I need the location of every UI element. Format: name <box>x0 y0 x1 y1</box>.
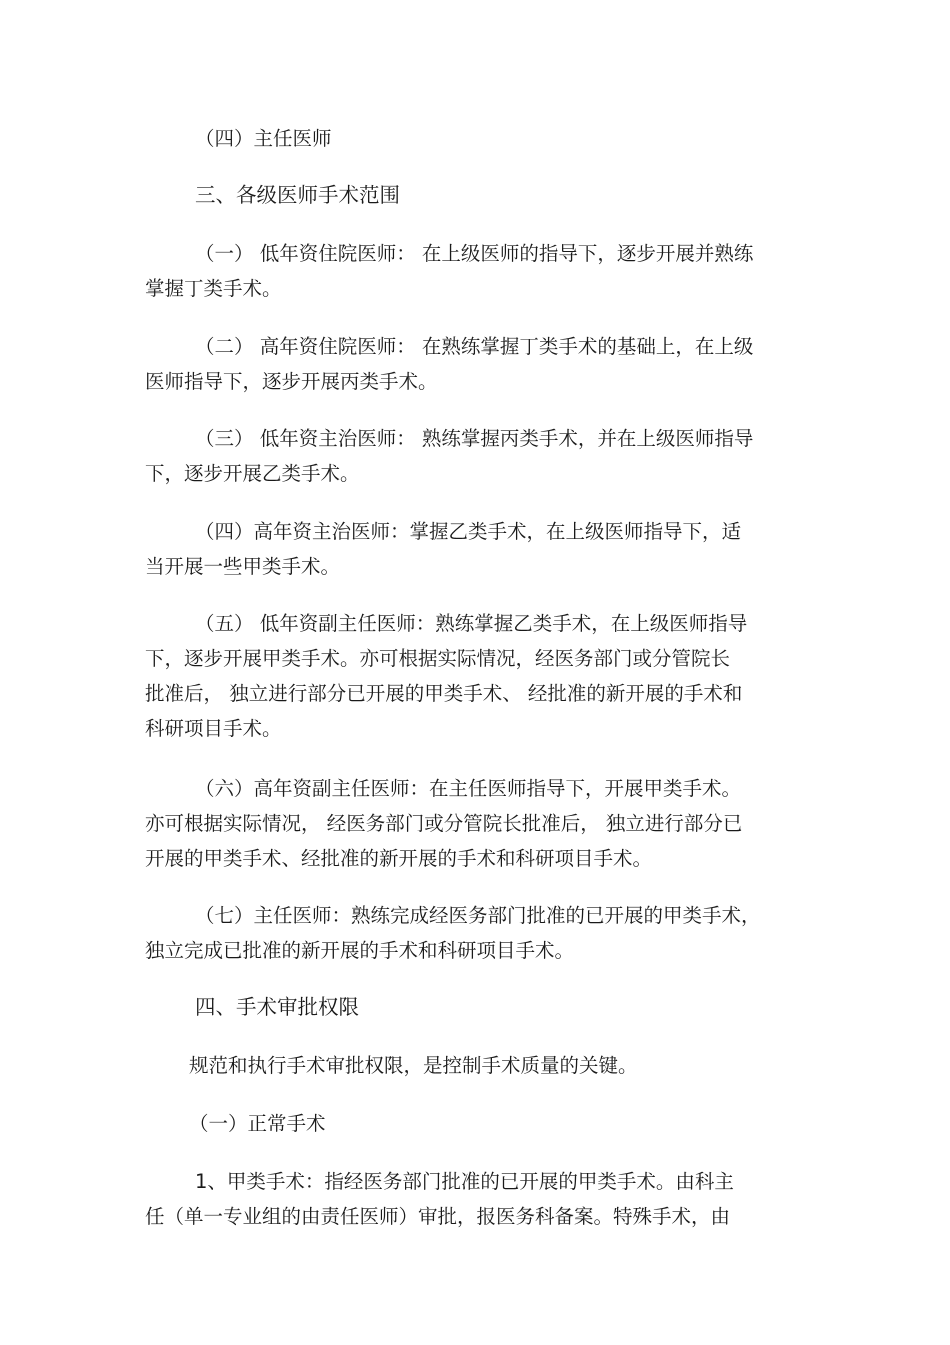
paragraph-class-a-surgery <box>145 1164 800 1234</box>
text-line: （一） 低年资住院医师： 在上级医师的指导下，逐步开展并熟练 <box>195 242 754 265</box>
subheading-chief-physician <box>145 121 800 156</box>
text-line: （四）主任医师 <box>195 127 332 150</box>
paragraph-senior-associate-chief <box>145 771 800 876</box>
paragraph-senior-resident <box>145 329 800 399</box>
text-line: 开展的甲类手术、经批准的新开展的手术和科研项目手术。 <box>145 847 653 870</box>
text-line: 1、甲类手术：指经医务部门批准的已开展的甲类手术。由科主 <box>195 1170 734 1193</box>
paragraph-junior-resident <box>145 236 800 306</box>
text-line: （三） 低年资主治医师： 熟练掌握丙类手术，并在上级医师指导 <box>195 427 754 450</box>
text-line: （五） 低年资副主任医师：熟练掌握乙类手术，在上级医师指导 <box>195 612 748 635</box>
text-line: 批准后， 独立进行部分已开展的甲类手术、 经批准的新开展的手术和 <box>145 682 743 705</box>
text-line: （一）正常手术 <box>189 1112 326 1135</box>
text-line: 规范和执行手术审批权限，是控制手术质量的关键。 <box>189 1054 638 1077</box>
text-line: （六）高年资副主任医师：在主任医师指导下，开展甲类手术。 <box>195 777 742 800</box>
text-line: 独立完成已批准的新开展的手术和科研项目手术。 <box>145 939 575 962</box>
text-line: （四）高年资主治医师：掌握乙类手术，在上级医师指导下，适 <box>195 520 742 543</box>
paragraph-chief-physician <box>145 898 800 968</box>
text-line: 任（单一专业组的由责任医师）审批，报医务科备案。特殊手术，由 <box>145 1205 731 1228</box>
paragraph-senior-attending <box>145 514 800 584</box>
section-heading-surgery-scope <box>145 178 800 213</box>
paragraph-junior-associate-chief <box>145 606 800 746</box>
text-line: 下，逐步开展甲类手术。亦可根据实际情况，经医务部门或分管院长 <box>145 647 731 670</box>
text-line: 科研项目手术。 <box>145 717 282 740</box>
text-line: 当开展一些甲类手术。 <box>145 555 341 578</box>
text-line: （二） 高年资住院医师： 在熟练掌握丁类手术的基础上，在上级 <box>195 335 754 358</box>
text-line: 四、手术审批权限 <box>195 995 359 1019</box>
text-line: 亦可根据实际情况， 经医务部门或分管院长批准后， 独立进行部分已 <box>145 812 743 835</box>
paragraph-approval-intro <box>145 1048 800 1083</box>
paragraph-junior-attending <box>145 421 800 491</box>
text-line: 医师指导下，逐步开展丙类手术。 <box>145 370 438 393</box>
text-line: 掌握丁类手术。 <box>145 277 282 300</box>
section-heading-approval-authority <box>145 990 800 1025</box>
text-line: 三、各级医师手术范围 <box>195 183 400 207</box>
subheading-normal-surgery <box>145 1106 800 1141</box>
text-line: （七）主任医师：熟练完成经医务部门批准的已开展的甲类手术， <box>195 904 761 927</box>
text-line: 下，逐步开展乙类手术。 <box>145 462 360 485</box>
